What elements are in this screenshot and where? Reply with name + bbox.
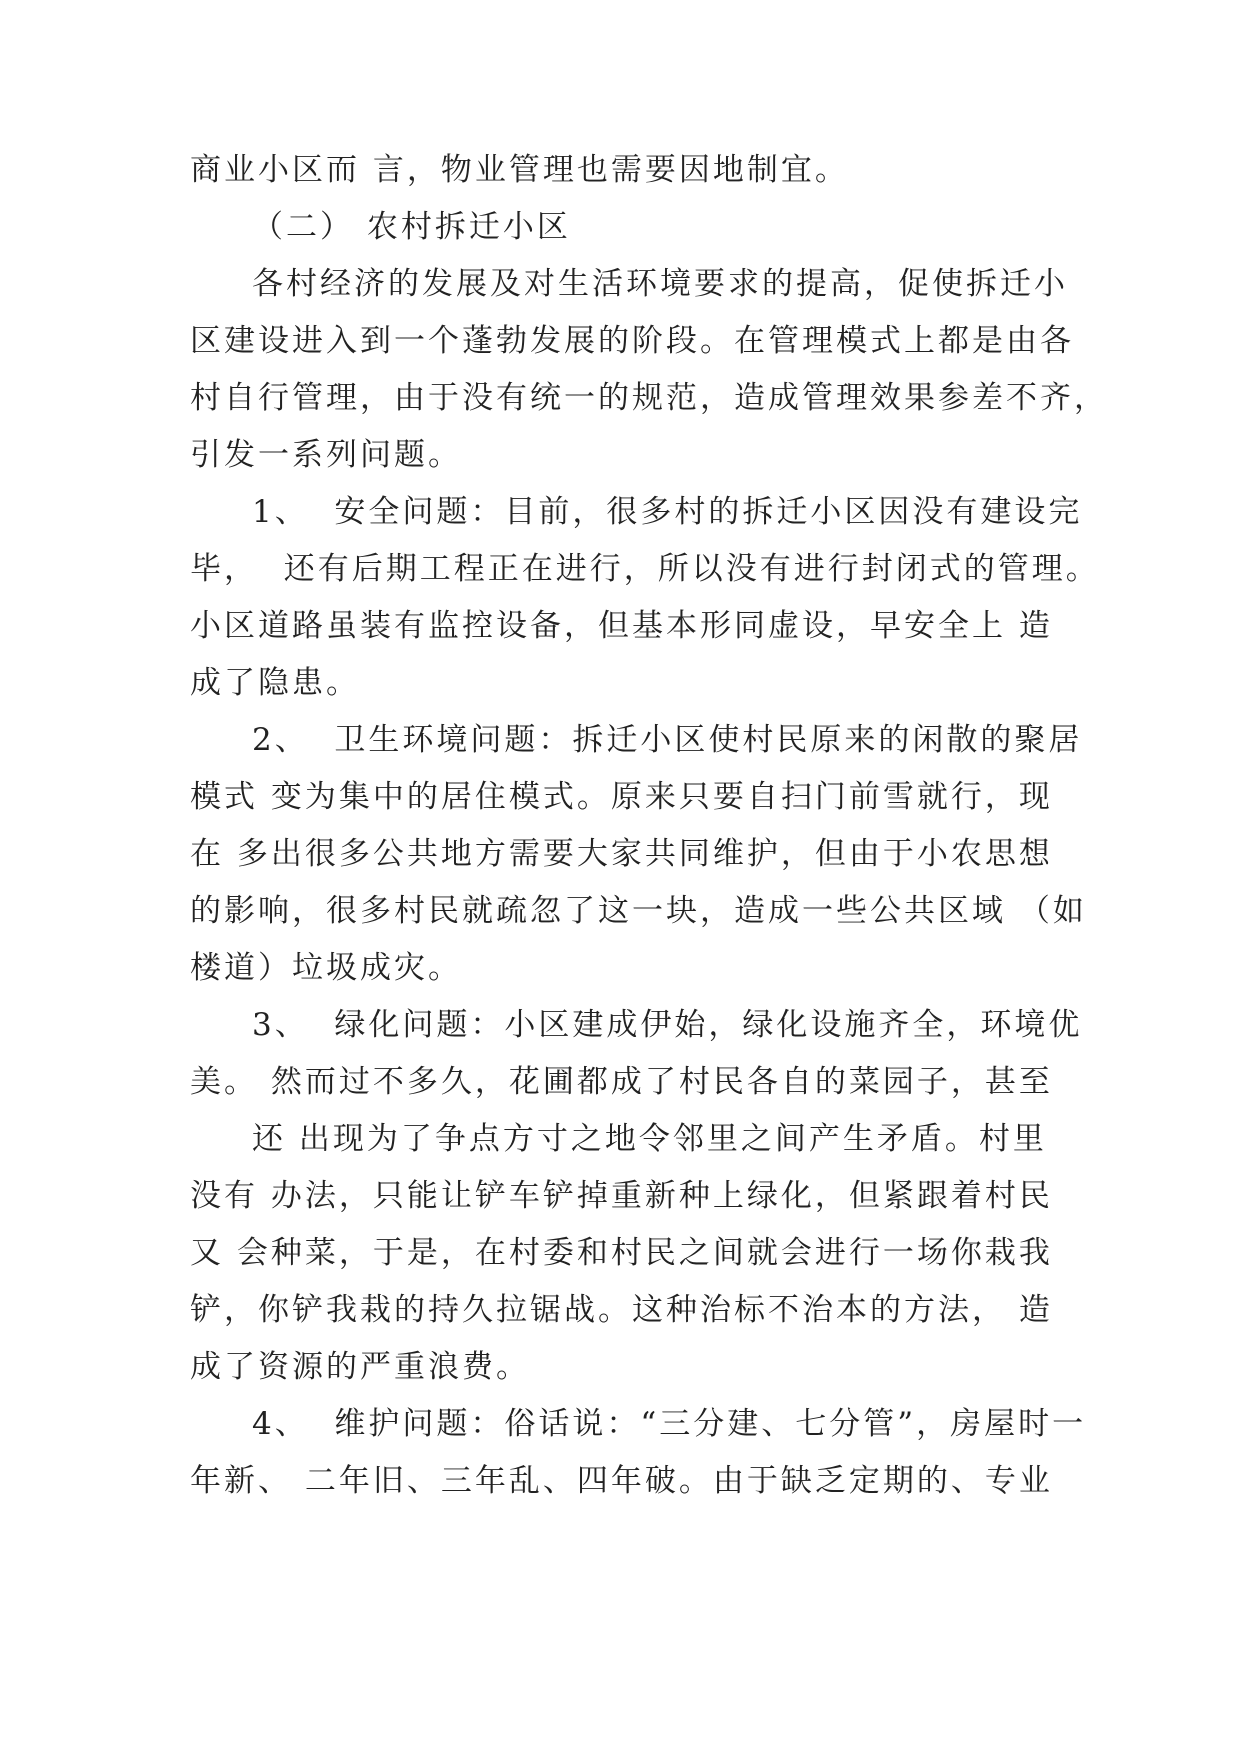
text-line: 商业小区而 言，物业管理也需要因地制宜。 <box>190 152 849 188</box>
text-line: 的影响，很多村民就疏忽了这一块，造成一些公共区域 （如 <box>190 893 1087 929</box>
text-line: 年新、 二年旧、三年乱、四年破。由于缺乏定期的、专业 <box>190 1463 1053 1499</box>
text-line: 模式 变为集中的居住模式。原来只要自扫门前雪就行，现 <box>190 779 1053 815</box>
text-line: 在 多出很多公共地方需要大家共同维护，但由于小农思想 <box>190 836 1053 872</box>
text-line: 村自行管理，由于没有统一的规范，造成管理效果参差不齐， <box>190 380 1108 416</box>
text-line: 毕， 还有后期工程正在进行，所以没有进行封闭式的管理。 <box>190 551 1100 587</box>
text-line: 4、 维护问题：俗话说：“三分建、七分管”，房屋时一 <box>252 1406 1087 1442</box>
text-line: 各村经济的发展及对生活环境要求的提高，促使拆迁小 <box>252 266 1068 302</box>
text-line: 又 会种菜，于是，在村委和村民之间就会进行一场你栽我 <box>190 1235 1053 1271</box>
text-line: 2、 卫生环境问题：拆迁小区使村民原来的闲散的聚居 <box>252 722 1083 758</box>
text-line: 成了资源的严重浪费。 <box>190 1349 530 1385</box>
section-heading: （二） 农村拆迁小区 <box>252 209 571 245</box>
text-line: 小区道路虽装有监控设备，但基本形同虚设，早安全上 造 <box>190 608 1053 644</box>
text-line: 铲，你铲我栽的持久拉锯战。这种治标不治本的方法， 造 <box>190 1292 1053 1328</box>
text-line: 美。 然而过不多久，花圃都成了村民各自的菜园子，甚至 <box>190 1064 1053 1100</box>
text-line: 还 出现为了争点方寸之地令邻里之间产生矛盾。村里 <box>252 1121 1047 1157</box>
text-line: 没有 办法，只能让铲车铲掉重新种上绿化，但紧跟着村民 <box>190 1178 1053 1214</box>
text-line: 引发一系列问题。 <box>190 437 462 473</box>
text-line: 成了隐患。 <box>190 665 360 701</box>
text-line: 3、 绿化问题：小区建成伊始，绿化设施齐全，环境优 <box>252 1007 1083 1043</box>
text-line: 区建设进入到一个蓬勃发展的阶段。在管理模式上都是由各 <box>190 323 1074 359</box>
text-line: 楼道）垃圾成灾。 <box>190 950 462 986</box>
text-line: 1、 安全问题：目前，很多村的拆迁小区因没有建设完 <box>252 494 1083 530</box>
